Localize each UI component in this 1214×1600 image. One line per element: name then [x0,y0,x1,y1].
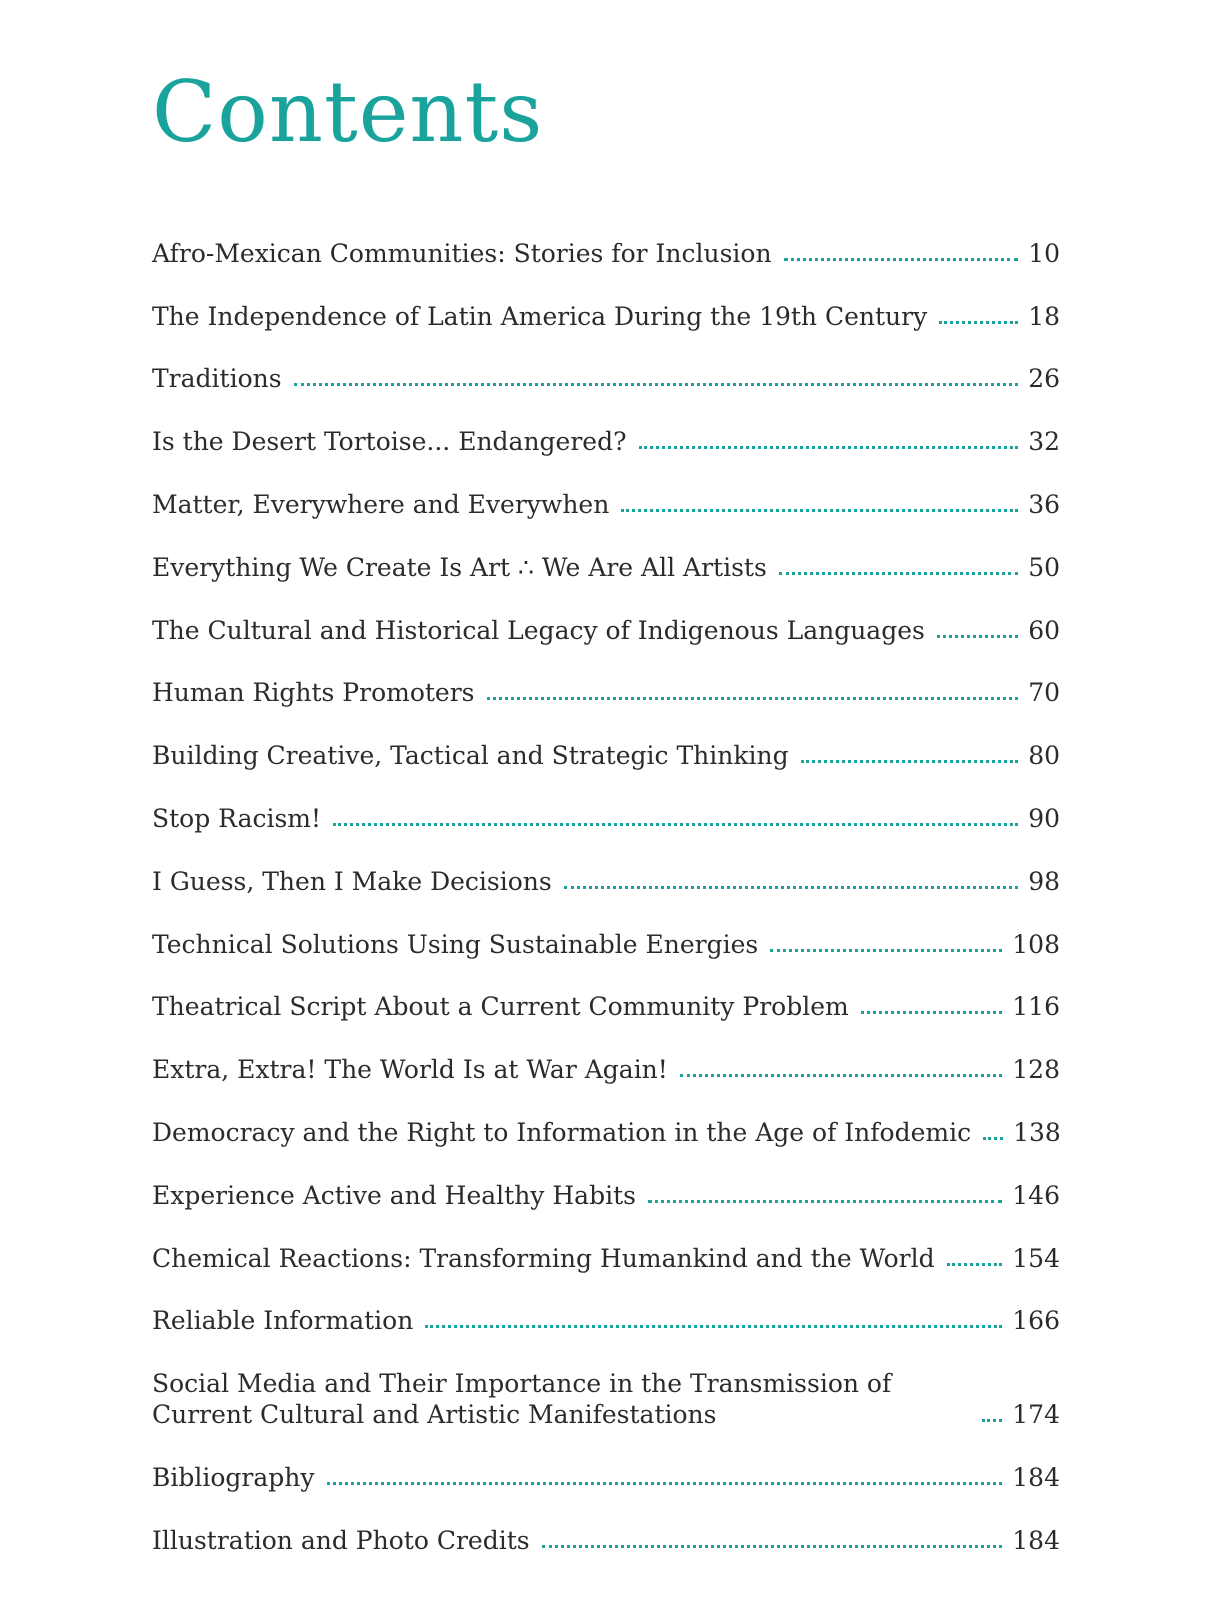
toc-entry-title: Experience Active and Healthy Habits [152,1180,636,1210]
toc-page-number: 154 [1012,1243,1060,1273]
toc-entry-title: Reliable Information [152,1306,414,1336]
toc-entry[interactable] [152,457,1060,520]
table-of-contents [152,206,1060,1556]
toc-entry-title: The Independence of Latin America During the 19th Century [152,301,928,331]
toc-entry[interactable] [152,897,1060,960]
toc-entry[interactable] [152,1211,1060,1274]
toc-entry[interactable] [152,834,1060,897]
toc-entry[interactable] [152,960,1060,1023]
dot-leader [939,321,1018,324]
toc-page-number: 174 [1012,1400,1060,1430]
toc-page-number: 116 [1012,992,1060,1022]
toc-entry-title: Human Rights Promoters [152,678,475,708]
toc-entry[interactable] [152,708,1060,771]
toc-entry-title: Technical Solutions Using Sustainable Energies [152,929,759,959]
dot-leader [294,383,1019,386]
toc-entry-title: Theatrical Script About a Current Community Problem [152,992,849,1022]
toc-page-number: 184 [1012,1525,1060,1555]
dot-leader [947,1263,1003,1266]
toc-page-number: 98 [1028,866,1060,896]
toc-entry-title: Extra, Extra! The World Is at War Again! [152,1055,668,1085]
dot-leader [425,1325,1002,1328]
toc-page-number: 18 [1028,301,1060,331]
toc-entry[interactable] [152,206,1060,269]
toc-entry-title: Social Media and Their Importance in the Transmission of Current Cultural and Artistic Manifestations [152,1369,892,1430]
toc-entry-title: Traditions [152,364,282,394]
dot-leader [680,1074,1002,1077]
dot-leader [779,572,1018,575]
toc-page-number: 36 [1028,489,1060,519]
toc-entry-title: Chemical Reactions: Transforming Humankind and the World [152,1243,935,1273]
dot-leader [487,697,1019,700]
dot-leader [639,446,1019,449]
toc-entry[interactable] [152,332,1060,395]
toc-entry[interactable] [152,1022,1060,1085]
page-title: Contents [152,63,544,161]
toc-page-number: 10 [1028,238,1060,268]
toc-entry-title: Everything We Create Is Art ∴ We Are All Artists [152,552,767,582]
dot-leader [327,1482,1003,1485]
toc-page-number: 70 [1028,678,1060,708]
toc-page-number: 80 [1028,741,1060,771]
toc-entry-title: Democracy and the Right to Information in the Age of Infodemic [152,1117,972,1147]
toc-page-number: 138 [1013,1117,1061,1147]
toc-entry[interactable] [152,269,1060,332]
toc-page-number: 60 [1028,615,1060,645]
toc-page-number: 90 [1028,803,1060,833]
toc-entry-title: Afro-Mexican Communities: Stories for Inclusion [152,238,772,268]
toc-entry[interactable] [152,394,1060,457]
toc-entry-title: Matter, Everywhere and Everywhen [152,489,610,519]
toc-entry[interactable] [152,771,1060,834]
toc-entry[interactable] [152,1430,1060,1493]
toc-entry[interactable] [152,520,1060,583]
dot-leader [784,258,1019,261]
toc-entry-title: I Guess, Then I Make Decisions [152,866,552,896]
dot-leader [861,1011,1003,1014]
toc-page-number: 26 [1028,364,1060,394]
toc-page-number: 128 [1012,1055,1060,1085]
toc-entry[interactable] [152,1493,1060,1556]
toc-entry-title: Bibliography [152,1463,315,1493]
toc-page-number: 146 [1012,1180,1060,1210]
contents-page [152,63,1061,1555]
dot-leader [564,886,1018,889]
toc-entry-title: Stop Racism! [152,803,322,833]
toc-page-number: 166 [1012,1306,1060,1336]
toc-entry-title: Illustration and Photo Credits [152,1525,530,1555]
toc-entry[interactable] [152,1274,1060,1337]
dot-leader [621,509,1018,512]
dot-leader [983,1137,1003,1140]
dot-leader [982,1419,1002,1422]
toc-entry[interactable] [152,1148,1060,1211]
dot-leader [333,823,1018,826]
dot-leader [770,949,1002,952]
dot-leader [542,1545,1003,1548]
dot-leader [937,635,1018,638]
toc-entry-title: Is the Desert Tortoise... Endangered? [152,427,627,457]
toc-entry[interactable] [152,1336,1060,1430]
toc-page-number: 50 [1028,552,1060,582]
toc-entry-title: The Cultural and Historical Legacy of Indigenous Languages [152,615,925,645]
toc-entry-title: Building Creative, Tactical and Strategic Thinking [152,741,789,771]
dot-leader [648,1200,1002,1203]
toc-page-number: 108 [1012,929,1060,959]
toc-page-number: 184 [1012,1463,1060,1493]
toc-page-number: 32 [1028,427,1060,457]
toc-entry[interactable] [152,646,1060,709]
toc-entry[interactable] [152,1085,1060,1148]
dot-leader [801,760,1019,763]
toc-entry[interactable] [152,583,1060,646]
